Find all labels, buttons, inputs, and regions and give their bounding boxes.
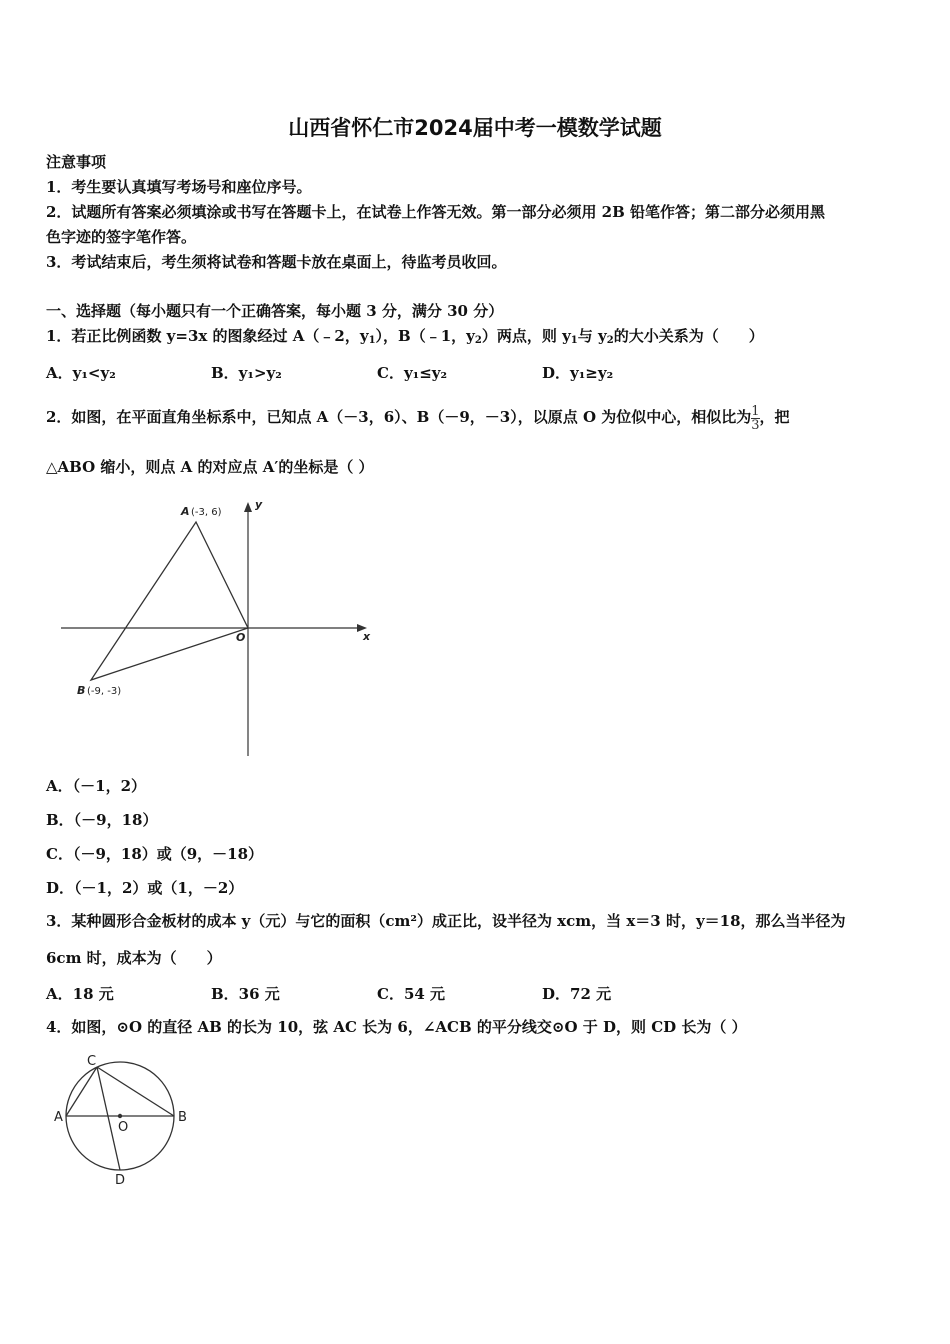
notice-item-2-line-1: 2．试题所有答案必须填涂或书写在答题卡上，在试卷上作答无效。第一部分必须用 2B 铅笔作答；第二部分必须用黑 xyxy=(46,203,826,221)
q2-option-d: D．（－1，2）或（1，－2） xyxy=(46,879,244,897)
q3-option-a: A．18 元 xyxy=(46,985,114,1003)
q4-circle-figure xyxy=(45,1050,205,1190)
question-3-stem-line-1: 3．某种圆形合金板材的成本 y（元）与它的面积（cm²）成正比，设半径为 xcm，当 x＝3 时，y＝18，那么当半径为 xyxy=(46,912,846,930)
q1-subscript-1: 1 xyxy=(368,335,376,346)
q1-option-b: B．y₁>y₂ xyxy=(211,364,282,382)
notice-item-1: 1．考生要认真填写考场号和座位序号。 xyxy=(46,178,312,196)
q1-subscript-3: 1 xyxy=(570,335,578,346)
question-4-stem: 4．如图，⊙O 的直径 AB 的长为 10，弦 AC 长为 6，∠ACB 的平分线交⊙O 于 D，则 CD 长为（ ） xyxy=(46,1018,747,1036)
x-axis-label: x xyxy=(363,630,371,643)
question-2-stem-line-2: △ABO 缩小，则点 A 的对应点 A′的坐标是（ ） xyxy=(46,458,374,476)
chord-cd xyxy=(97,1067,120,1170)
question-3-stem-line-2: 6cm 时，成本为（ ） xyxy=(46,949,222,967)
point-b-label: B xyxy=(178,1110,187,1125)
q1-option-d: D．y₁≥y₂ xyxy=(542,364,614,382)
q1-subscript-2: 2 xyxy=(474,335,482,346)
q2-fraction-denominator: 3 xyxy=(751,417,760,433)
section-heading: 一、选择题（每小题只有一个正确答案，每小题 3 分，满分 30 分） xyxy=(46,302,504,320)
question-1-stem xyxy=(46,326,764,351)
q2-option-b: B．（－9，18） xyxy=(46,811,158,829)
q2-option-c: C．（－9，18）或（9，－18） xyxy=(46,845,264,863)
page-title: 山西省怀仁市2024届中考一模数学试题 xyxy=(288,116,662,140)
notice-item-2-line-2: 色字迹的签字笔作答。 xyxy=(46,228,197,246)
q2-fraction-numerator: 1 xyxy=(751,403,760,419)
q1-stem-part-e: 的大小关系为（ ） xyxy=(613,327,764,345)
q1-option-a: A．y₁<y₂ xyxy=(46,364,116,382)
question-2-stem-line-1 xyxy=(46,400,790,434)
point-a-coordinate: (-3, 6) xyxy=(191,507,222,518)
q3-option-b: B．36 元 xyxy=(211,985,280,1003)
chord-ac xyxy=(66,1067,97,1116)
q3-option-d: D．72 元 xyxy=(542,985,612,1003)
triangle-abo xyxy=(91,522,248,680)
notice-item-3: 3．考试结束后，考生须将试卷和答题卡放在桌面上，待监考员收回。 xyxy=(46,253,507,271)
q2-stem-part-a: 2．如图，在平面直角坐标系中，已知点 A（－3，6）、B（－9，－3），以原点 O 为位似中心，相似比为 xyxy=(46,408,752,426)
q1-stem-part-a: 1．若正比例函数 y=3x 的图象经过 A（﹣2，y xyxy=(46,327,369,345)
q1-option-c: C．y₁≤y₂ xyxy=(377,364,448,382)
y-axis-arrow-icon xyxy=(244,502,252,512)
q2-option-a: A．（－1，2） xyxy=(46,777,147,795)
point-b-label: B xyxy=(77,684,86,697)
origin-label: O xyxy=(236,631,246,644)
center-point xyxy=(118,1114,122,1118)
point-d-label: D xyxy=(115,1173,126,1188)
q1-stem-part-d: 与 y xyxy=(577,327,607,345)
q2-coordinate-figure xyxy=(55,492,380,762)
center-o-label: O xyxy=(118,1120,129,1135)
point-a-label: A xyxy=(181,505,190,518)
q2-stem-part-b: ，把 xyxy=(759,408,790,426)
q1-subscript-4: 2 xyxy=(606,335,614,346)
q2-ratio-fraction xyxy=(751,405,759,432)
point-a-label: A xyxy=(54,1110,63,1125)
q1-stem-part-b: ），B（﹣1，y xyxy=(375,327,475,345)
q3-option-c: C．54 元 xyxy=(377,985,446,1003)
q1-stem-part-c: ）两点，则 y xyxy=(481,327,571,345)
point-b-coordinate: (-9, -3) xyxy=(87,686,122,697)
point-c-label: C xyxy=(87,1054,97,1069)
y-axis-label: y xyxy=(255,498,263,511)
notice-heading: 注意事项 xyxy=(46,153,107,171)
chord-cb xyxy=(97,1067,174,1116)
